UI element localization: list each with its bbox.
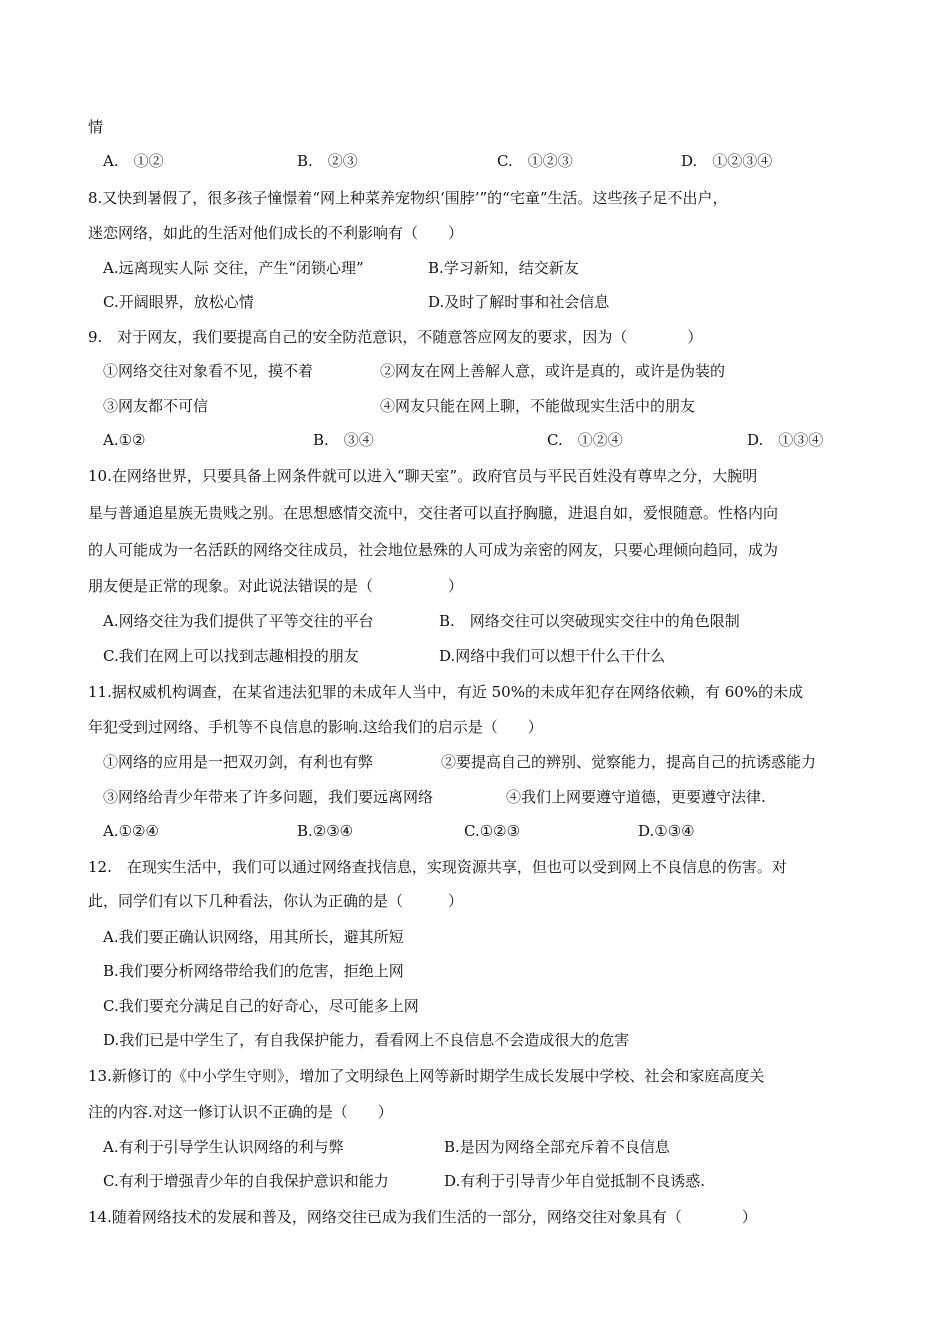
q13-option-d: D.有利于引导青少年自觉抵制不良诱惑. bbox=[444, 1172, 706, 1190]
q11-line2: 年犯受到过网络、手机等不良信息的影响.这给我们的启示是（ ） bbox=[88, 718, 543, 736]
q10-option-c: C.我们在网上可以找到志趣相投的朋友 bbox=[103, 647, 359, 665]
q7-option-c: C. ①②③ bbox=[497, 152, 573, 170]
q9-statement-3: ③网友都不可信 bbox=[103, 397, 209, 415]
q9-statement-4: ④网友只能在网上聊，不能做现实生活中的朋友 bbox=[380, 397, 696, 415]
q9-option-a: A.①② bbox=[103, 431, 146, 449]
q10-option-a: A.网络交往为我们提供了平等交往的平台 bbox=[103, 612, 374, 630]
q13-option-b: B.是因为网络全部充斥着不良信息 bbox=[444, 1138, 670, 1156]
q11-statement-4: ④我们上网要遵守道德，更要遵守法律. bbox=[506, 788, 766, 806]
q11-option-d: D.①③④ bbox=[638, 822, 695, 840]
q7-option-a: A. ①② bbox=[103, 152, 164, 170]
top-fragment: 情 bbox=[88, 118, 104, 136]
q12-option-d: D.我们已是中学生了，有自我保护能力，看看网上不良信息不会造成很大的危害 bbox=[103, 1031, 630, 1049]
q10-line2: 星与普通追星族无贵贱之别。在思想感情交流中，交往者可以直抒胸臆，进退自如，爱恨随意。性格内向 bbox=[88, 504, 779, 522]
q10-option-d: D.网络中我们可以想干什么干什么 bbox=[439, 647, 666, 665]
q11-statement-3: ③网络给青少年带来了许多问题，我们要远离网络 bbox=[103, 788, 434, 806]
q8-option-a: A.远离现实人际 交往，产生“闭锁心理” bbox=[103, 259, 364, 277]
q10-line3: 的人可能成为一名活跃的网络交往成员，社会地位悬殊的人可成为亲密的网友，只要心理倾向趋同，成为 bbox=[88, 541, 779, 559]
q8-stem-line1: 8.又快到暑假了，很多孩子憧憬着“网上种菜养宠物织‘围脖’”的“宅童”生活。这些孩子足不出户， bbox=[88, 189, 728, 207]
q7-option-b: B. ②③ bbox=[297, 152, 358, 170]
q11-statement-2: ②要提高自己的辨别、觉察能力，提高自己的抗诱惑能力 bbox=[441, 753, 817, 771]
q12-line1: 12. 在现实生活中，我们可以通过网络查找信息，实现资源共享，但也可以受到网上不良信息的伤害。对 bbox=[88, 858, 787, 876]
q14-stem: 14.随着网络技术的发展和普及，网络交往已成为我们生活的一部分，网络交往对象具有（ ） bbox=[88, 1208, 757, 1226]
q9-option-c: C. ①②④ bbox=[547, 431, 623, 449]
q12-option-c: C.我们要充分满足自己的好奇心，尽可能多上网 bbox=[103, 997, 419, 1015]
q12-option-b: B.我们要分析网络带给我们的危害，拒绝上网 bbox=[103, 962, 404, 980]
q13-option-c: C.有利于增强青少年的自我保护意识和能力 bbox=[103, 1172, 389, 1190]
q10-option-b: B. 网络交往可以突破现实交往中的角色限制 bbox=[439, 612, 740, 630]
q9-option-b: B. ③④ bbox=[313, 431, 374, 449]
q8-option-b: B.学习新知，结交新友 bbox=[428, 259, 579, 277]
q10-line1: 10.在网络世界，只要具备上网条件就可以进入“聊天室”。政府官员与平民百姓没有尊卑之分，大腕明 bbox=[88, 467, 758, 485]
q9-stem: 9. 对于网友，我们要提高自己的安全防范意识，不随意答应网友的要求，因为（ ） bbox=[88, 328, 703, 346]
q12-line2: 此，同学们有以下几种看法，你认为正确的是（ ） bbox=[88, 892, 464, 910]
q8-option-c: C.开阔眼界，放松心情 bbox=[103, 293, 254, 311]
q13-line2: 注的内容.对这一修订认识不正确的是（ ） bbox=[88, 1103, 393, 1121]
q13-option-a: A.有利于引导学生认识网络的利与弊 bbox=[103, 1138, 344, 1156]
q11-line1: 11.据权威机构调查，在某省违法犯罪的未成年人当中，有近 50%的未成年犯存在网络依赖，有 60%的未成 bbox=[88, 683, 804, 701]
q9-statement-2: ②网友在网上善解人意，或许是真的，或许是伪装的 bbox=[380, 362, 726, 380]
q9-option-d: D. ①③④ bbox=[747, 431, 824, 449]
q10-line4: 朋友便是正常的现象。对此说法错误的是（ ） bbox=[88, 577, 464, 595]
q7-option-d: D. ①②③④ bbox=[681, 152, 773, 170]
q8-stem-line2: 迷恋网络，如此的生活对他们成长的不利影响有（ ） bbox=[88, 224, 464, 242]
q11-statement-1: ①网络的应用是一把双刃剑，有利也有弊 bbox=[103, 753, 374, 771]
q11-option-a: A.①②④ bbox=[103, 822, 159, 840]
q9-statement-1: ①网络交往对象看不见，摸不着 bbox=[103, 362, 314, 380]
q11-option-b: B.②③④ bbox=[297, 822, 354, 840]
q8-option-d: D.及时了解时事和社会信息 bbox=[428, 293, 610, 311]
q12-option-a: A.我们要正确认识网络，用其所长，避其所短 bbox=[103, 928, 404, 946]
q13-line1: 13.新修订的《中小学生守则》，增加了文明绿色上网等新时期学生成长发展中学校、社会和家庭高度关 bbox=[88, 1067, 765, 1085]
q11-option-c: C.①②③ bbox=[464, 822, 521, 840]
